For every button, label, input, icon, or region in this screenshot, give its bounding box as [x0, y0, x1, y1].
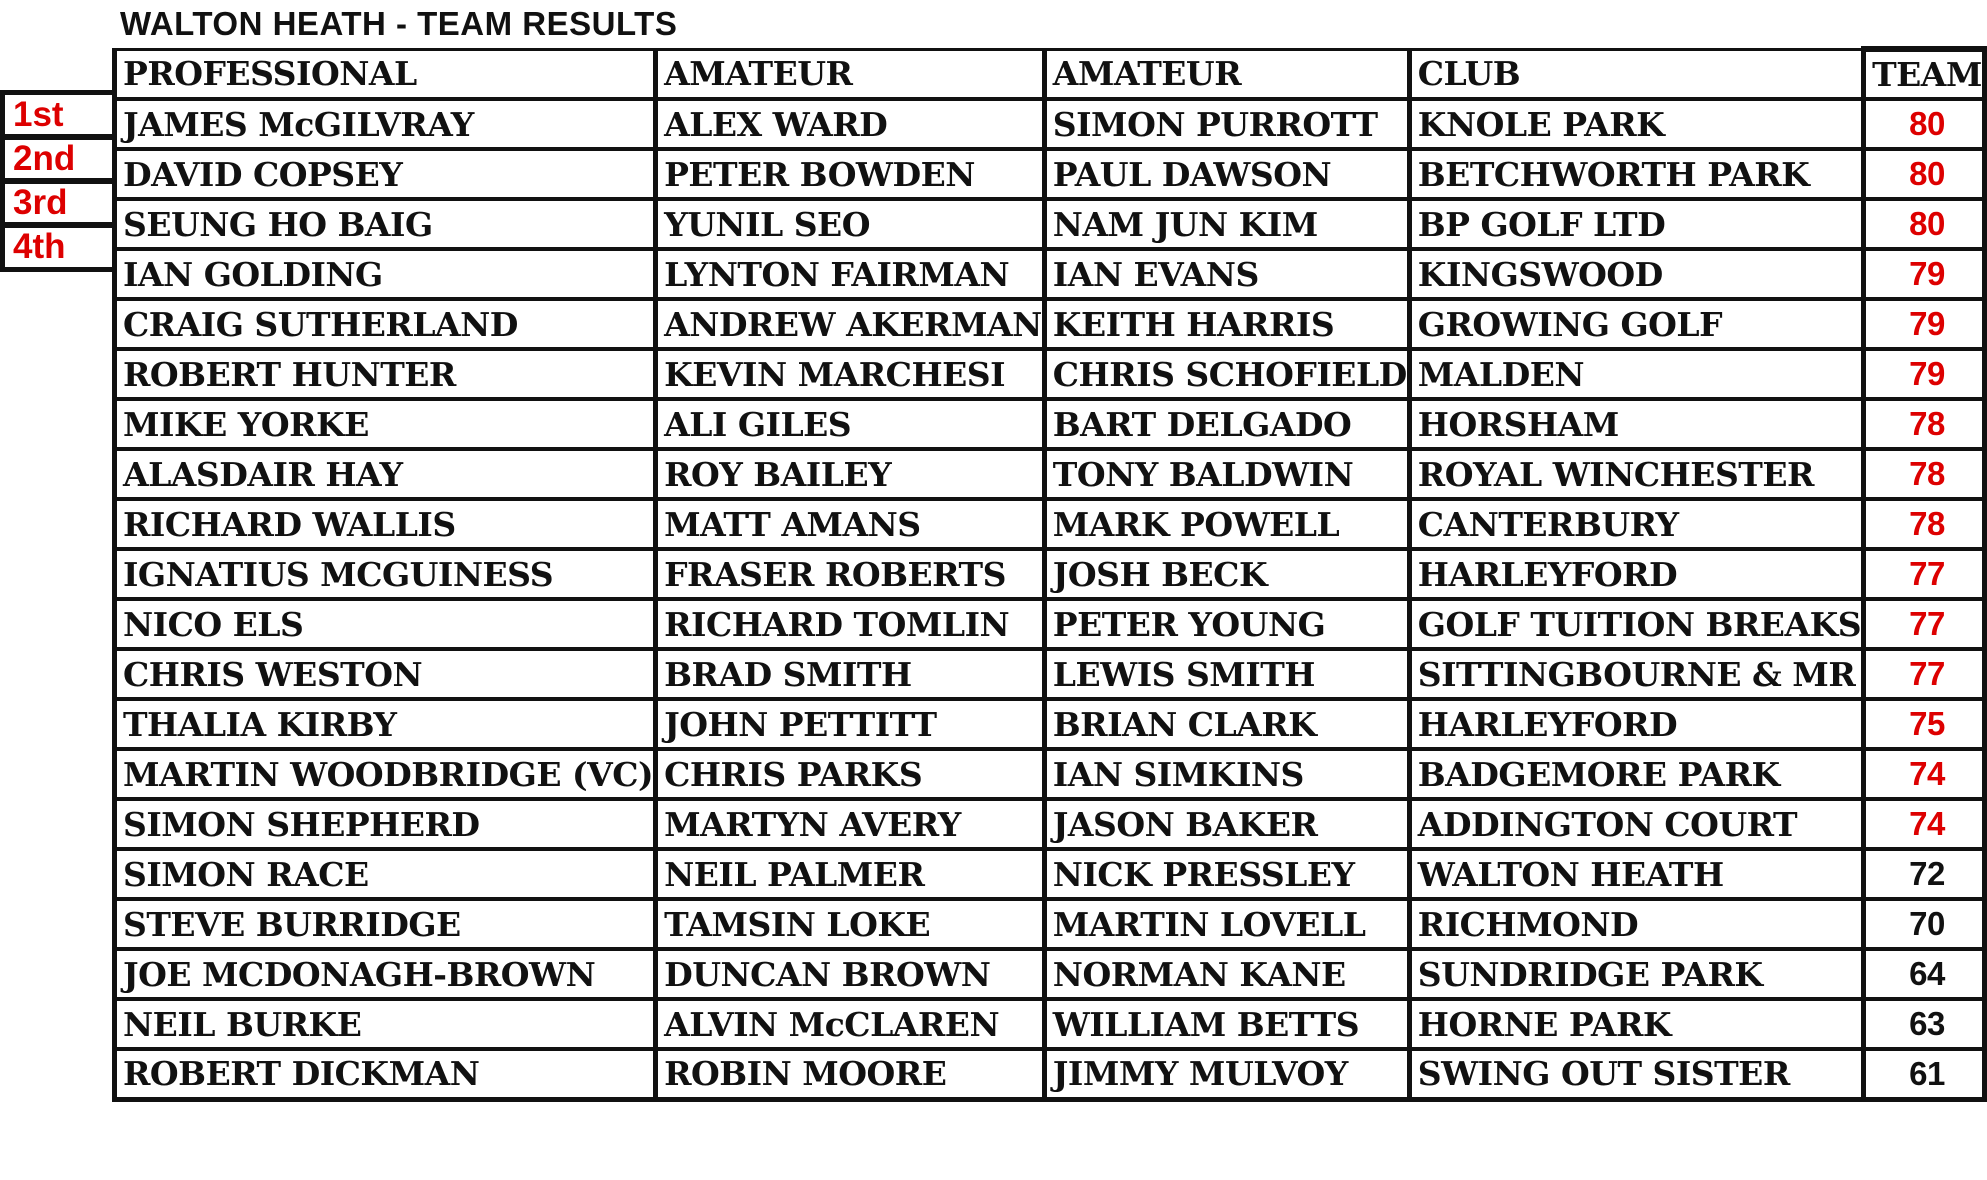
amateur-1-cell: LYNTON FAIRMAN — [656, 249, 1045, 299]
club-cell: BETCHWORTH PARK — [1409, 149, 1863, 199]
professional-cell: IAN GOLDING — [115, 249, 656, 299]
table-row — [115, 399, 1985, 449]
amateur-2-cell: NORMAN KANE — [1044, 949, 1409, 999]
team-score-cell: 80 — [1864, 149, 1985, 199]
team-score-cell: 64 — [1864, 949, 1985, 999]
team-score-cell: 80 — [1864, 99, 1985, 149]
professional-cell: SIMON SHEPHERD — [115, 799, 656, 849]
amateur-2-cell: MARK POWELL — [1044, 499, 1409, 549]
professional-cell: IGNATIUS MCGUINESS — [115, 549, 656, 599]
team-score-cell: 70 — [1864, 899, 1985, 949]
table-row — [115, 649, 1985, 699]
results-table — [112, 46, 1987, 1102]
club-cell: CANTERBURY — [1409, 499, 1863, 549]
team-score-cell: 77 — [1864, 549, 1985, 599]
header-club: CLUB — [1409, 49, 1863, 99]
table-row — [115, 449, 1985, 499]
professional-cell: STEVE BURRIDGE — [115, 899, 656, 949]
professional-cell: JOE MCDONAGH-BROWN — [115, 949, 656, 999]
amateur-2-cell: WILLIAM BETTS — [1044, 999, 1409, 1049]
amateur-2-cell: JIMMY MULVOY — [1044, 1049, 1409, 1099]
table-row — [115, 99, 1985, 149]
amateur-2-cell: NAM JUN KIM — [1044, 199, 1409, 249]
table-row — [115, 299, 1985, 349]
amateur-2-cell: MARTIN LOVELL — [1044, 899, 1409, 949]
team-score-cell: 72 — [1864, 849, 1985, 899]
professional-cell: DAVID COPSEY — [115, 149, 656, 199]
header-team: TEAM — [1864, 49, 1985, 99]
amateur-2-cell: BRIAN CLARK — [1044, 699, 1409, 749]
amateur-2-cell: CHRIS SCHOFIELD — [1044, 349, 1409, 399]
team-score-cell: 77 — [1864, 649, 1985, 699]
table-row — [115, 849, 1985, 899]
club-cell: WALTON HEATH — [1409, 849, 1863, 899]
professional-cell: CRAIG SUTHERLAND — [115, 299, 656, 349]
amateur-1-cell: ROBIN MOORE — [656, 1049, 1045, 1099]
amateur-1-cell: ALI GILES — [656, 399, 1045, 449]
table-row — [115, 249, 1985, 299]
table-row — [115, 1049, 1985, 1099]
amateur-1-cell: KEVIN MARCHESI — [656, 349, 1045, 399]
club-cell: ADDINGTON COURT — [1409, 799, 1863, 849]
team-score-cell: 78 — [1864, 499, 1985, 549]
amateur-1-cell: ALVIN McCLAREN — [656, 999, 1045, 1049]
club-cell: GOLF TUITION BREAKS — [1409, 599, 1863, 649]
club-cell: MALDEN — [1409, 349, 1863, 399]
table-row — [115, 149, 1985, 199]
table-row — [115, 799, 1985, 849]
header-amateur-1: AMATEUR — [656, 49, 1045, 99]
placing-label: 1st — [0, 90, 112, 140]
club-cell: HARLEYFORD — [1409, 549, 1863, 599]
table-row — [115, 199, 1985, 249]
club-cell: BP GOLF LTD — [1409, 199, 1863, 249]
placing-label: 4th — [0, 222, 112, 272]
club-cell: KINGSWOOD — [1409, 249, 1863, 299]
team-score-cell: 78 — [1864, 399, 1985, 449]
team-score-cell: 63 — [1864, 999, 1985, 1049]
team-score-cell: 79 — [1864, 249, 1985, 299]
professional-cell: RICHARD WALLIS — [115, 499, 656, 549]
amateur-1-cell: YUNIL SEO — [656, 199, 1045, 249]
header-row — [115, 49, 1985, 99]
professional-cell: SIMON RACE — [115, 849, 656, 899]
professional-cell: ROBERT DICKMAN — [115, 1049, 656, 1099]
club-cell: HORSHAM — [1409, 399, 1863, 449]
club-cell: ROYAL WINCHESTER — [1409, 449, 1863, 499]
amateur-1-cell: MARTYN AVERY — [656, 799, 1045, 849]
table-row — [115, 499, 1985, 549]
amateur-2-cell: TONY BALDWIN — [1044, 449, 1409, 499]
team-score-cell: 74 — [1864, 749, 1985, 799]
team-score-cell: 79 — [1864, 349, 1985, 399]
table-row — [115, 549, 1985, 599]
professional-cell: SEUNG HO BAIG — [115, 199, 656, 249]
amateur-1-cell: MATT AMANS — [656, 499, 1045, 549]
amateur-1-cell: BRAD SMITH — [656, 649, 1045, 699]
amateur-2-cell: SIMON PURROTT — [1044, 99, 1409, 149]
amateur-2-cell: KEITH HARRIS — [1044, 299, 1409, 349]
professional-cell: NICO ELS — [115, 599, 656, 649]
club-cell: KNOLE PARK — [1409, 99, 1863, 149]
table-row — [115, 949, 1985, 999]
professional-cell: JAMES McGILVRAY — [115, 99, 656, 149]
amateur-2-cell: NICK PRESSLEY — [1044, 849, 1409, 899]
team-score-cell: 74 — [1864, 799, 1985, 849]
team-score-cell: 77 — [1864, 599, 1985, 649]
amateur-1-cell: ROY BAILEY — [656, 449, 1045, 499]
amateur-1-cell: JOHN PETTITT — [656, 699, 1045, 749]
professional-cell: ALASDAIR HAY — [115, 449, 656, 499]
table-row — [115, 749, 1985, 799]
professional-cell: MIKE YORKE — [115, 399, 656, 449]
amateur-1-cell: NEIL PALMER — [656, 849, 1045, 899]
amateur-2-cell: PAUL DAWSON — [1044, 149, 1409, 199]
header-amateur-2: AMATEUR — [1044, 49, 1409, 99]
header-professional: PROFESSIONAL — [115, 49, 656, 99]
amateur-1-cell: CHRIS PARKS — [656, 749, 1045, 799]
club-cell: HORNE PARK — [1409, 999, 1863, 1049]
amateur-2-cell: JASON BAKER — [1044, 799, 1409, 849]
team-score-cell: 79 — [1864, 299, 1985, 349]
amateur-1-cell: FRASER ROBERTS — [656, 549, 1045, 599]
placing-label: 3rd — [0, 178, 112, 228]
amateur-2-cell: PETER YOUNG — [1044, 599, 1409, 649]
club-cell: BADGEMORE PARK — [1409, 749, 1863, 799]
amateur-1-cell: RICHARD TOMLIN — [656, 599, 1045, 649]
amateur-2-cell: BART DELGADO — [1044, 399, 1409, 449]
club-cell: GROWING GOLF — [1409, 299, 1863, 349]
professional-cell: ROBERT HUNTER — [115, 349, 656, 399]
professional-cell: THALIA KIRBY — [115, 699, 656, 749]
table-row — [115, 999, 1985, 1049]
table-row — [115, 699, 1985, 749]
amateur-2-cell: IAN SIMKINS — [1044, 749, 1409, 799]
professional-cell: CHRIS WESTON — [115, 649, 656, 699]
team-score-cell: 80 — [1864, 199, 1985, 249]
table-row — [115, 599, 1985, 649]
club-cell: SWING OUT SISTER — [1409, 1049, 1863, 1099]
amateur-2-cell: IAN EVANS — [1044, 249, 1409, 299]
team-score-cell: 75 — [1864, 699, 1985, 749]
amateur-2-cell: JOSH BECK — [1044, 549, 1409, 599]
team-score-cell: 61 — [1864, 1049, 1985, 1099]
amateur-2-cell: LEWIS SMITH — [1044, 649, 1409, 699]
table-row — [115, 349, 1985, 399]
amateur-1-cell: DUNCAN BROWN — [656, 949, 1045, 999]
amateur-1-cell: ALEX WARD — [656, 99, 1045, 149]
amateur-1-cell: PETER BOWDEN — [656, 149, 1045, 199]
page-title: WALTON HEATH - TEAM RESULTS — [120, 5, 678, 42]
amateur-1-cell: ANDREW AKERMAN — [656, 299, 1045, 349]
team-score-cell: 78 — [1864, 449, 1985, 499]
club-cell: HARLEYFORD — [1409, 699, 1863, 749]
professional-cell: MARTIN WOODBRIDGE (VC) — [115, 749, 656, 799]
professional-cell: NEIL BURKE — [115, 999, 656, 1049]
club-cell: SITTINGBOURNE & MR — [1409, 649, 1863, 699]
results-table-body — [115, 49, 1985, 1099]
placing-label: 2nd — [0, 134, 112, 184]
club-cell: RICHMOND — [1409, 899, 1863, 949]
table-row — [115, 899, 1985, 949]
club-cell: SUNDRIDGE PARK — [1409, 949, 1863, 999]
amateur-1-cell: TAMSIN LOKE — [656, 899, 1045, 949]
